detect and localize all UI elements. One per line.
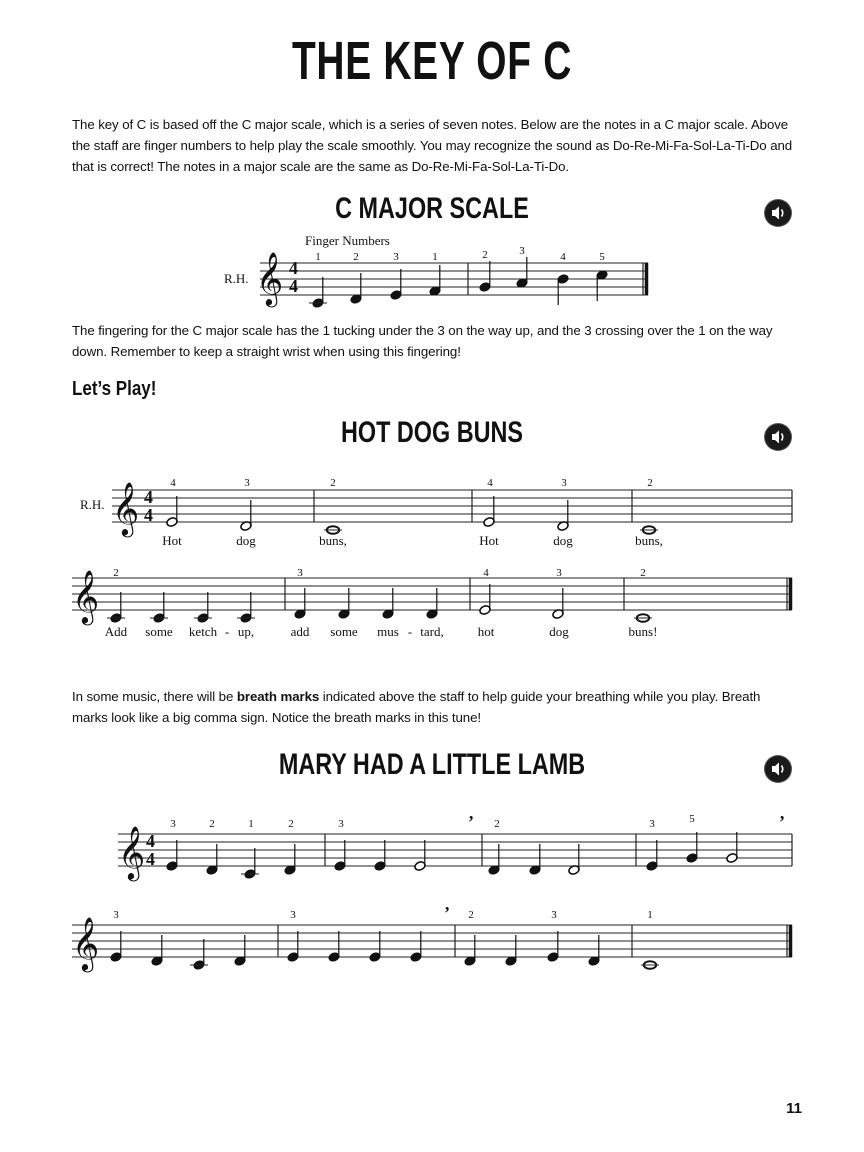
hot-dog-buns-title: HOT DOG BUNS [340,416,524,449]
finger-number: 3 [338,818,344,830]
finger-number: 3 [561,477,567,489]
finger-number: 3 [556,567,562,579]
lyric: add [290,624,310,639]
lyric: - [407,624,413,639]
hot-dog-buns-audio-button[interactable] [765,424,791,450]
note [726,832,738,863]
finger-number: 1 [647,909,653,921]
note [350,273,362,304]
note [107,592,125,623]
note [334,840,346,871]
lyric: up, [237,624,255,639]
lyric: Hot [162,533,182,548]
note [479,261,491,292]
lyric: Hot [479,533,499,548]
lyric: ketch [188,624,218,639]
finger-number: 3 [551,909,557,921]
finger-number: 4 [560,251,566,263]
speaker-icon [765,200,791,226]
note [110,931,122,962]
note [552,588,564,619]
breath-text-after: indicated above the staff to help guide your breathing while you play. Breath marks look like a big comma sign. Notice the breath marks in this tune! [72,689,761,725]
hot-dog-treble-clef: 𝄞 [112,483,140,534]
note [414,840,426,871]
finger-number: 3 [649,818,655,830]
note [338,588,350,619]
finger-number: 5 [599,251,605,263]
note [284,844,296,875]
finger-number: 3 [519,245,525,257]
finger-number: 3 [290,909,296,921]
mary-time-bottom: 4 [146,849,155,869]
note [190,939,208,970]
finger-number: 3 [393,251,399,263]
hot-dog-time-bottom: 4 [144,505,153,525]
scale-time-bottom: 4 [289,276,298,296]
finger-number: 3 [297,567,303,579]
note [234,935,246,966]
finger-number: 2 [353,251,359,263]
finger-numbers-label: Finger Numbers [305,233,390,248]
lets-play-heading: Let’s Play! [72,378,157,400]
hot-dog-buns-line-2 [0,562,864,652]
lyric: dog [553,533,573,548]
lyric: some [145,624,173,639]
finger-number: 2 [113,567,119,579]
breath-marks-term: breath marks [236,689,320,704]
note [206,844,218,875]
note [390,269,402,300]
note [426,588,438,619]
hot-dog-buns-line-1 [0,470,864,560]
note [166,840,178,871]
page-number: 11 [786,1100,802,1117]
finger-number: 2 [209,818,215,830]
note [429,265,441,296]
finger-number: 4 [483,567,489,579]
c-major-scale-audio-button[interactable] [765,200,791,226]
note [505,935,517,966]
finger-number: 3 [113,909,119,921]
note [410,931,422,962]
scale-treble-clef: 𝄞 [256,253,284,304]
mary-treble-clef: 𝄞 [118,827,146,878]
note [479,584,491,615]
note [557,500,569,531]
note [547,931,559,962]
note [686,832,698,863]
breath-mark: ’ [779,812,785,832]
page-title: THE KEY OF C [291,31,573,91]
note [588,935,600,966]
scale-hand-label: R.H. [224,271,249,286]
breath-marks-paragraph [72,686,796,728]
note [634,614,652,622]
finger-number: 2 [288,818,294,830]
speaker-icon [765,756,791,782]
lyric: hot [477,624,495,639]
mary-had-a-little-lamb-title: MARY HAD A LITTLE LAMB [278,748,586,781]
note [557,274,569,305]
finger-number: 5 [689,813,695,825]
mary-line-2 [0,900,864,970]
mary-had-a-little-lamb-audio-button[interactable] [765,756,791,782]
note [151,935,163,966]
note [596,270,608,301]
breath-text-before: In some music, there will be [72,689,237,704]
finger-number: 4 [487,477,493,489]
finger-number: 1 [248,818,254,830]
note [240,500,252,531]
finger-number: 1 [432,251,438,263]
finger-number: 1 [315,251,321,263]
finger-number: 3 [244,477,250,489]
note [646,840,658,871]
finger-number: 2 [330,477,336,489]
note [568,844,580,875]
mary-line-1 [0,810,864,880]
note [194,592,212,623]
finger-number: 2 [494,818,500,830]
finger-number: 3 [170,818,176,830]
c-major-scale-title: C MAJOR SCALE [335,192,529,225]
note [641,961,659,969]
hot-dog-time-top: 4 [144,487,153,507]
lyric: some [330,624,358,639]
note [309,277,327,308]
breath-mark: ’ [444,903,450,923]
lyric: - [224,624,230,639]
lyric: buns, [635,533,663,548]
note [294,588,306,619]
note [464,935,476,966]
note [488,844,500,875]
mary-time-top: 4 [146,831,155,851]
scale-time-top: 4 [289,258,298,278]
speaker-icon [765,424,791,450]
lyric: dog [549,624,569,639]
note [374,840,386,871]
note [328,931,340,962]
note [516,257,528,288]
finger-number: 4 [170,477,176,489]
note [382,588,394,619]
note [369,931,381,962]
c-major-scale-staff [0,230,864,310]
hot-dog-line-2-treble-clef: 𝄞 [72,571,100,622]
finger-number: 2 [482,249,488,261]
lyric: dog [236,533,256,548]
note [287,931,299,962]
note [150,592,168,623]
finger-number: 2 [647,477,653,489]
finger-number: 2 [468,909,474,921]
mary-line-2-treble-clef: 𝄞 [72,918,100,969]
lyric: tard, [420,624,444,639]
intro-paragraph: The key of C is based off the C major scale, which is a series of seven notes. Below are the notes in a C major scale. Above the staff are finger numbers to help play the scale smoothly. You may recognize the sound as Do-Re-Mi-Fa-Sol-La-Ti-Do and that is correct! The notes in a major scale are the same as Do-Re-Mi-Fa-Sol-La-Ti-Do. [72,117,793,174]
lyric: Add [104,624,128,639]
note [529,844,541,875]
note [166,496,178,527]
breath-mark: ’ [468,812,474,832]
lyric: buns! [628,624,658,639]
note [241,848,259,879]
hot-dog-hand-label: R.H. [80,497,105,512]
note [483,496,495,527]
lyric: buns, [319,533,347,548]
lyric: mus [377,624,399,639]
finger-number: 2 [640,567,646,579]
fingering-paragraph: The fingering for the C major scale has the 1 tucking under the 3 on the way up, and the 3 crossing over the 1 on the way down. Remember to keep a straight wrist when using this fingering! [72,323,773,359]
note [237,592,255,623]
